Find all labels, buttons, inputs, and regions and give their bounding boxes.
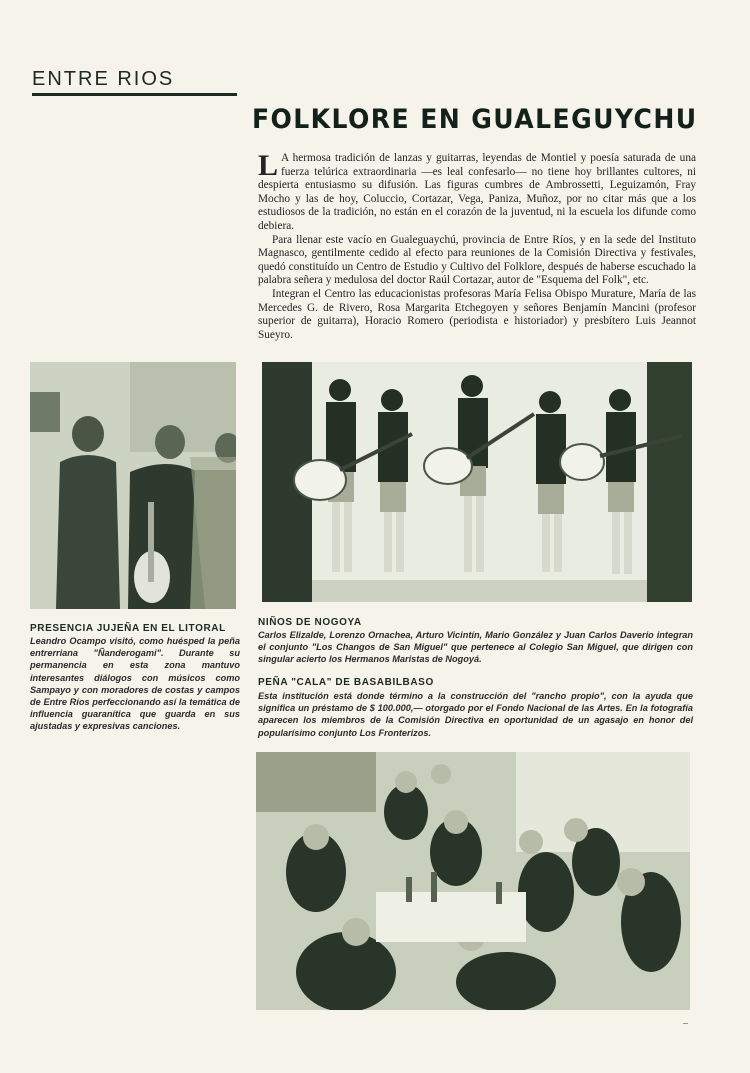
article-body bbox=[258, 149, 696, 342]
photo-banquet-image bbox=[256, 752, 690, 1010]
caption-presencia-body: Leandro Ocampo visitó, como huésped la peña entrerriana "Ñanderogami". Durante su permanencia en esta zona mantuvo interesantes diálogos con músicos como Sampayo y con moradores de costas y campos de Entre Ríos perfeccionando así la temática de influencia guaranítica que guarda en sus ajustadas y expresivas canciones. bbox=[30, 636, 240, 732]
photo-boys-guitars bbox=[262, 362, 692, 602]
page-mark: – bbox=[683, 1018, 688, 1029]
caption-pena-body: Esta institución está donde término a la construcción del "rancho propio", con la ayuda que significa un préstamo de $ 100.000,— otorgado por el Fondo Nacional de las Artes. En la fotografía aparecen los miembros de la Comisión Directiva en oportunidad de un agasajo en honor del popularísimo conjunto Los Fronterizos. bbox=[258, 691, 693, 738]
drop-cap: L bbox=[258, 149, 279, 182]
article-paragraph-3: Integran el Centro las educacionistas profesoras María Felisa Obispo Murature, María de las Mercedes G. de Rivero, Rosa Margarita Etchegoyen y señores Benjamín Mancini (profesor superior de guitarra), Horacio Romero (periodista e historiador) y presbítero Luis Jeannot Sueyro. bbox=[258, 287, 696, 341]
photo-musicians-harp bbox=[30, 362, 236, 609]
photo-banquet bbox=[256, 752, 690, 1010]
photo-boys-image bbox=[262, 362, 692, 602]
page-title: FOLKLORE EN GUALEGUYCHU bbox=[252, 104, 698, 135]
photo-musicians-image bbox=[30, 362, 236, 609]
caption-ninos-title: NIÑOS DE NOGOYA bbox=[258, 617, 362, 628]
article-paragraph-2: Para llenar este vacío en Gualeguaychú, provincia de Entre Ríos, y en la sede del Instituto Magnasco, gentilmente cedido al efecto para reuniones de la Comisión Directiva y festivales, quedó constituído un Centro de Estudio y Cultivo del Folklore, después de haberse escuchado la palabra señera y medulosa del doctor Raúl Cortazar, autor de "Esquema del Folk", etc. bbox=[258, 233, 696, 287]
article-paragraph-1 bbox=[258, 149, 696, 234]
caption-pena-title: PEÑA "CALA" DE BASABILBASO bbox=[258, 677, 434, 688]
section-title: ENTRE RIOS bbox=[32, 68, 237, 96]
paragraph-text: A hermosa tradición de lanzas y guitarras, leyendas de Montiel y poesía saturada de una fuerza telúrica extraordinaria —es leal confesarlo— no tiene hoy brillantes cultores, ni despierta entusiasmo su difusión. Las figuras cumbres de Ambrossetti, Leguizamón, Fray Mocho y las de hoy, Coluccio, Cortazar, Vega, Paniza, Muñoz, por no citar más que a los estudiosos de la tradición, no están en el corazón de la juventud, ni la escuela los difunde como debiera. bbox=[258, 152, 696, 232]
caption-presencia-title: PRESENCIA JUJEÑA EN EL LITORAL bbox=[30, 623, 226, 634]
caption-ninos-body: Carlos Elizalde, Lorenzo Ornachea, Arturo Vicintín, Mario González y Juan Carlos Daverio integran el conjunto "Los Changos de San Miguel" que pertenece al Colegio San Miguel, que dirigen con singular acierto los Hermanos Maristas de Nogoyá. bbox=[258, 630, 693, 665]
